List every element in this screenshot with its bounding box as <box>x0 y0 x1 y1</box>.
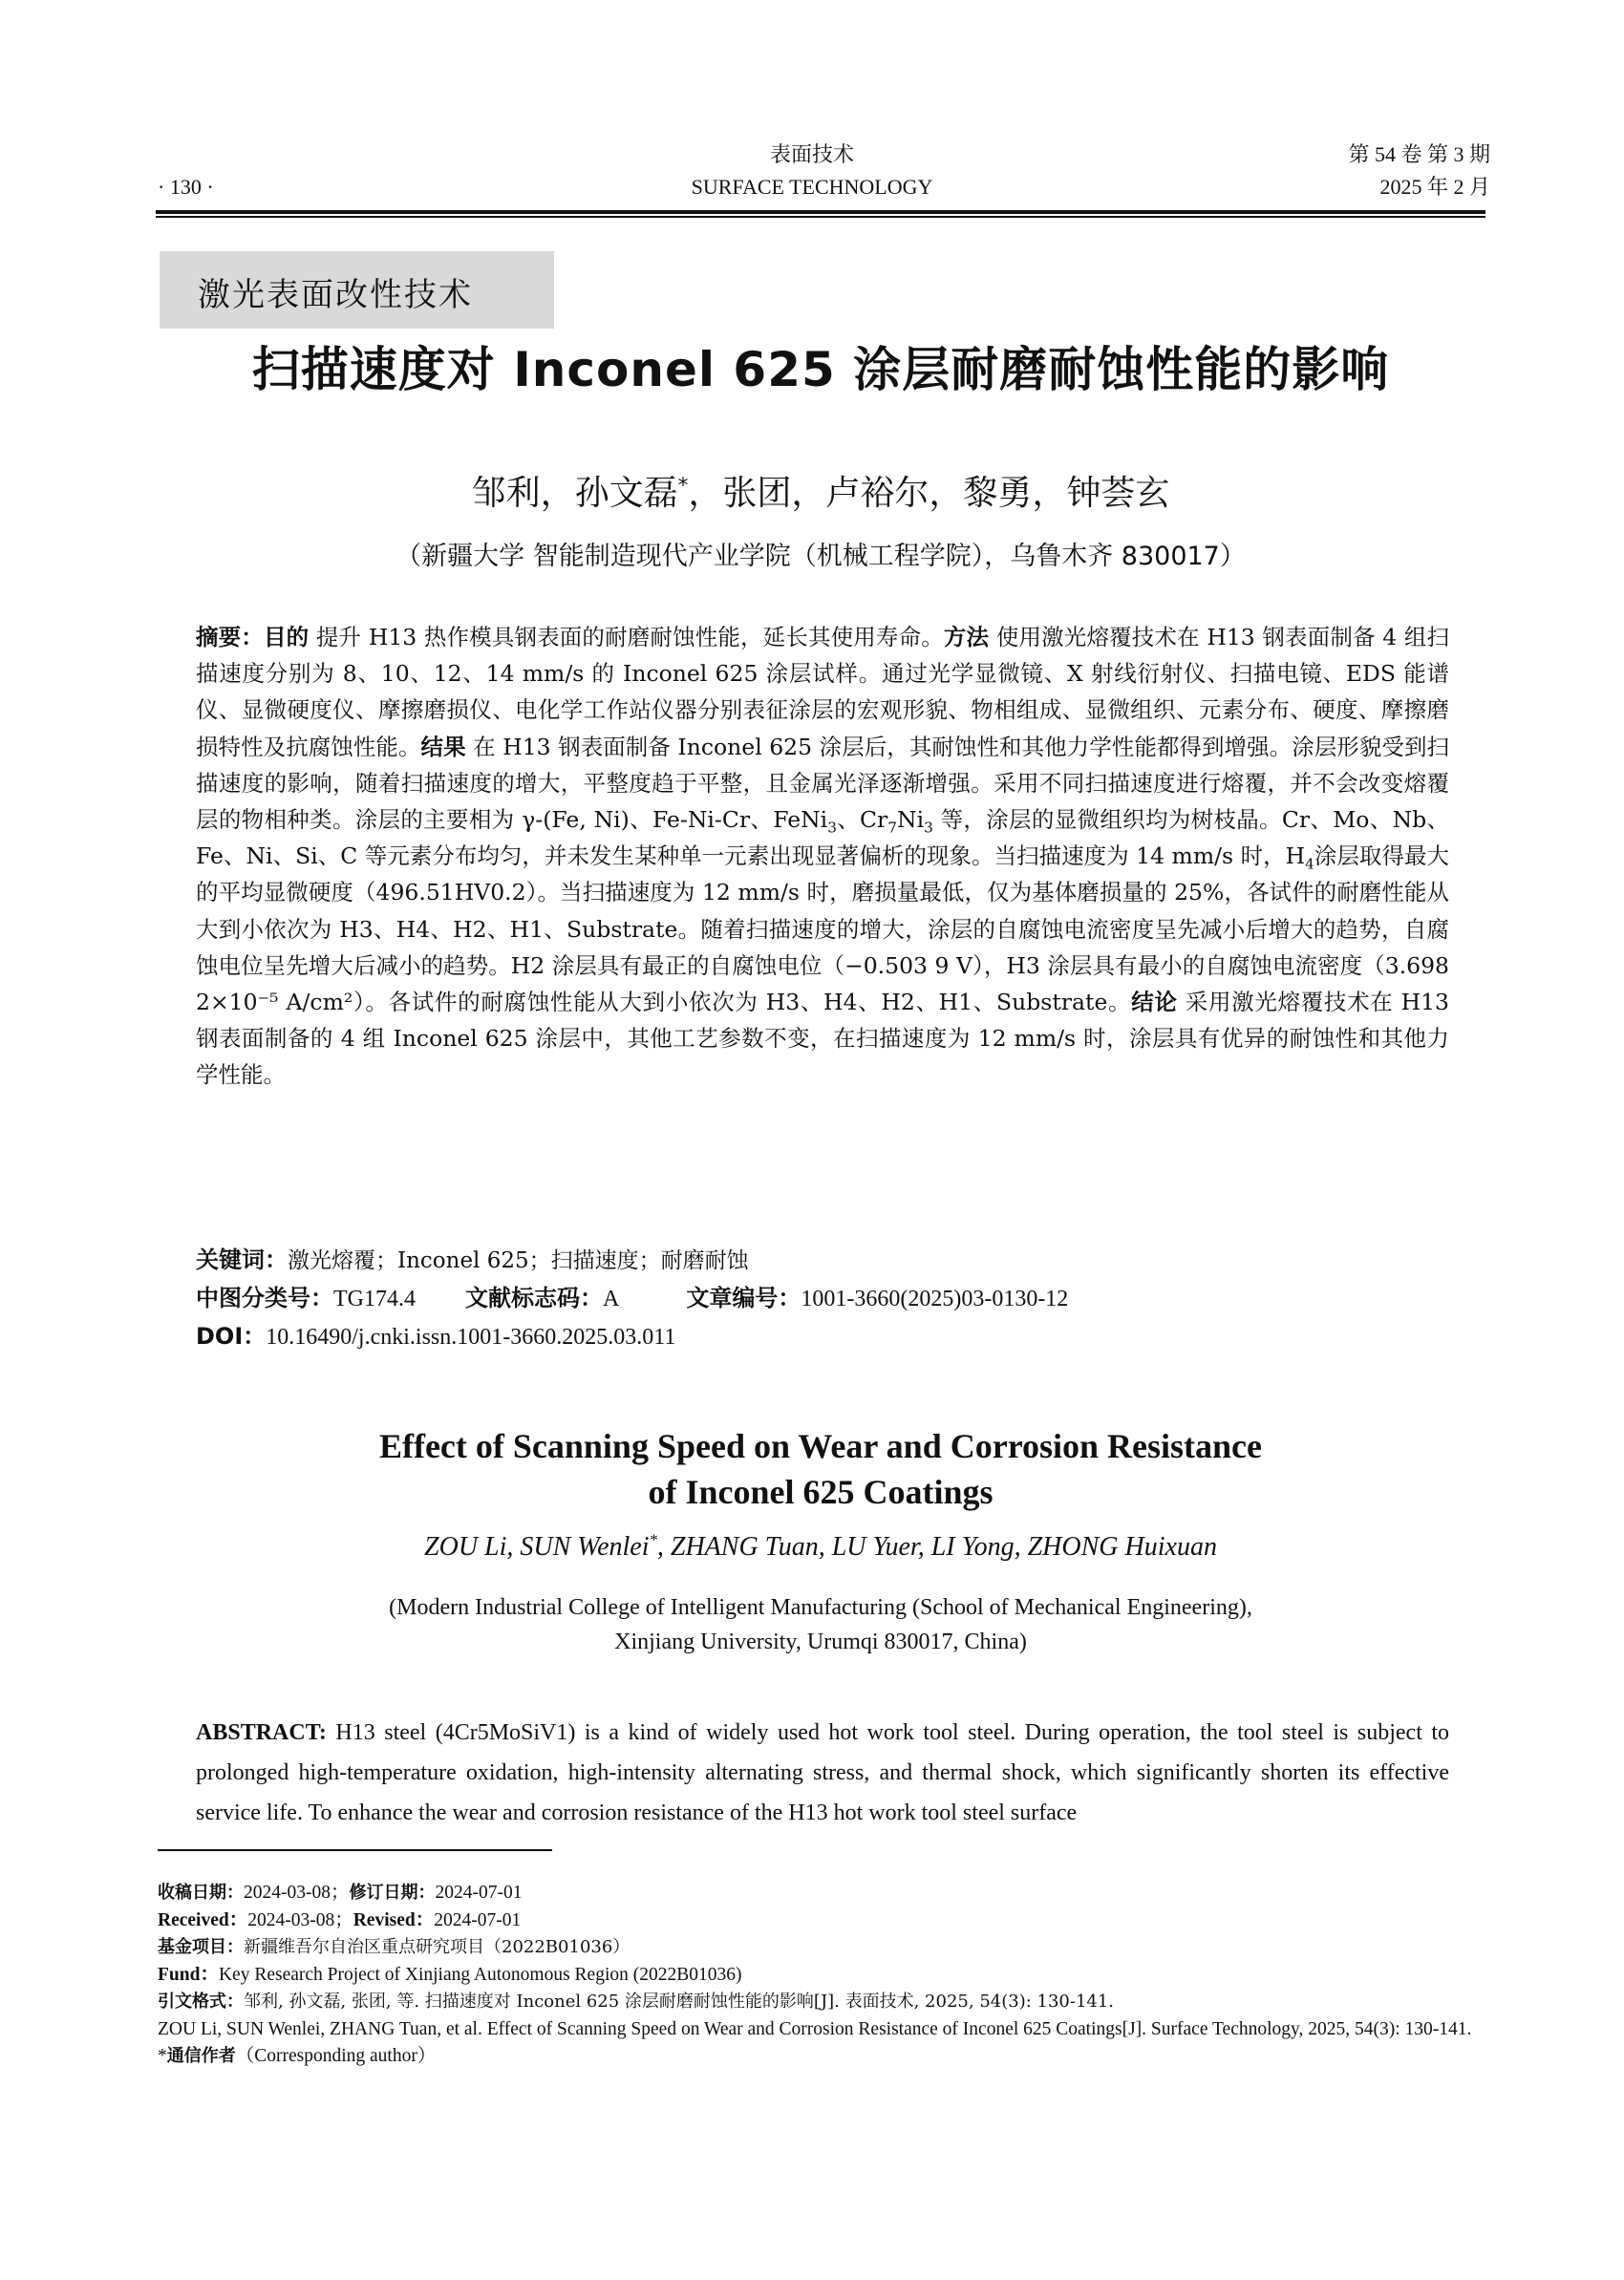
title-en-line2: of Inconel 625 Coatings <box>648 1473 994 1511</box>
corresponding-marker-en: * <box>649 1530 657 1549</box>
revised-en-label: Revised： <box>353 1909 435 1930</box>
results-text-5: 涂层取得最大的平均显微硬度（496.51HV0.2）。当扫描速度为 12 mm/s 时，磨损量最低，仅为基体磨损量的 25%，各试件的耐磨性能从大到小依次为 H3、H4、H2、H1、Substrate。随着扫描速度的增大，涂层的自腐蚀电流密度呈先减小后增大的趋势，自腐蚀电位呈先增大后减小的趋势。H2 涂层具有最正的自腐蚀电位（−0.503 9 V），H3 涂层具有最小的自腐蚀电流密度（3.698 2×10⁻⁵ A/cm²）。各试件的耐腐蚀性能从大到小依次为 H3、H4、H2、H1、Substrate。 <box>196 842 1450 1016</box>
footnote-rule <box>158 1849 552 1851</box>
fund-en-label: Fund： <box>158 1964 219 1985</box>
received-en-label: Received： <box>158 1909 248 1930</box>
abstract-en-label: ABSTRACT: <box>196 1720 327 1745</box>
authors-en-part1: ZOU Li, SUN Wenlei <box>424 1532 650 1562</box>
corresponding-marker: * <box>677 474 689 498</box>
revised-cn-label: 修订日期： <box>349 1883 436 1903</box>
conclusion-text: 采用激光熔覆技术在 H13 钢表面制备的 4 组 Inconel 625 涂层中，其他工艺参数不变，在扫描速度为 12 mm/s 时，涂层具有优异的耐蚀性和其他力学性能。 <box>196 989 1449 1089</box>
abstract-cn-paragraph <box>196 619 1449 1094</box>
abstract-cn <box>196 619 1449 1094</box>
received-cn-label: 收稿日期： <box>158 1883 244 1903</box>
issue-date: 2025 年 2 月 <box>1379 175 1490 199</box>
abstract-label: 摘要： <box>196 624 264 650</box>
affiliation-en <box>156 1590 1485 1659</box>
methods-text: 使用激光熔覆技术在 H13 钢表面制备 4 组扫描速度分别为 8、10、12、14 mm/s 的 Inconel 625 涂层试样。通过光学显微镜、X 射线衍射仪、扫描电镜、EDS 能谱仪、显微硬度仪、摩擦磨损仪、电化学工作站仪器分别表征涂层的宏观形貌、物相组成、显微组织、元素分布、硬度、摩擦磨损特性及抗腐蚀性能。 <box>196 624 1449 760</box>
revised-en-date: 2024-07-01 <box>434 1909 522 1930</box>
fund-en-text: Key Research Project of Xinjiang Autonomous Region (2022B01036) <box>218 1964 742 1985</box>
keywords-label: 关键词： <box>196 1247 288 1273</box>
title-en-line1: Effect of Scanning Speed on Wear and Corrosion Resistance <box>378 1427 1263 1465</box>
page-number: · 130 · <box>158 175 214 199</box>
section-tag-label: 激光表面改性技术 <box>198 276 473 314</box>
results-sub-4: 4 <box>1305 855 1314 873</box>
clc-value: TG174.4 <box>333 1287 416 1311</box>
fund-cn-row <box>158 1934 1487 1962</box>
results-sub-2: 7 <box>887 819 897 837</box>
objective-text: 提升 H13 热作模具钢表面的耐磨耐蚀性能，延长其使用寿命。 <box>315 624 944 650</box>
abstract-en-paragraph <box>196 1713 1449 1833</box>
footnotes <box>158 1880 1487 2071</box>
title-en <box>156 1423 1485 1515</box>
citation-cn-row <box>158 1989 1487 2016</box>
citation-en-text: ZOU Li, SUN Wenlei, ZHANG Tuan, et al. Effect of Scanning Speed on Wear and Corrosion Resistance of Inconel 625 Coatings[J]. Surface Technology, 2025, 54(3): 130-141. <box>158 2018 1472 2039</box>
results-sub-1: 3 <box>827 819 837 837</box>
authors-cn <box>156 470 1485 518</box>
affiliation-cn: （新疆大学 智能制造现代产业学院（机械工程学院），乌鲁木齐 830017） <box>395 542 1246 571</box>
results-label: 结果 <box>420 733 466 760</box>
corresponding-row <box>158 2043 1487 2071</box>
objective-label: 目的 <box>263 624 310 650</box>
corresponding-cn: 通信作者 <box>166 2046 236 2066</box>
results-text-4: 等，涂层的显微组织均为树枝晶。Cr、Mo、Nb、Fe、Ni、Si、C 等元素分布均匀，并未发生某种单一元素出现显著偏析的现象。当扫描速度为 14 mm/s 时，H <box>196 806 1449 870</box>
conclusion-label: 结论 <box>1131 989 1178 1016</box>
authors-cn-part2: ，张团，卢裕尔，黎勇，钟荟玄 <box>688 474 1170 513</box>
received-en-row <box>158 1907 1487 1935</box>
received-cn-row <box>158 1880 1487 1907</box>
article-no-value: 1001-3660(2025)03-0130-12 <box>801 1287 1069 1311</box>
results-text-3: Ni <box>897 806 925 834</box>
section-tag <box>160 251 554 329</box>
authors-cn-part1: 邹利，孙文磊 <box>471 474 678 513</box>
doi-line <box>196 1320 1449 1353</box>
volume-issue: 第 54 卷 第 3 期 <box>1348 142 1490 166</box>
received-cn-date: 2024-03-08； <box>244 1883 350 1903</box>
keywords-value: 激光熔覆；Inconel 625；扫描速度；耐磨耐蚀 <box>288 1248 749 1273</box>
affiliation-en-line2: Xinjiang University, Urumqi 830017, China) <box>614 1630 1027 1654</box>
affiliation-en-line1: (Modern Industrial College of Intelligent Manufacturing (School of Mechanical Engineering), <box>389 1595 1252 1620</box>
fund-en-row <box>158 1962 1487 1990</box>
abstract-en-text: H13 steel (4Cr5MoSiV1) is a kind of widely used hot work tool steel. During operation, the tool steel is subject to prolonged high-temperature oxidation, high-intensity alternating stress, and thermal shock, which significantly shorten its effective service life. To enhance the wear and corrosion resistance of the H13 hot work tool steel surface <box>196 1720 1450 1825</box>
clc-label: 中图分类号： <box>196 1285 333 1311</box>
journal-title-cn: 表面技术 <box>769 142 854 166</box>
journal-title-en: SURFACE TECHNOLOGY <box>691 175 933 199</box>
fund-cn-label: 基金项目： <box>158 1937 244 1957</box>
citation-cn-text: 邹利, 孙文磊, 张团, 等. 扫描速度对 Inconel 625 涂层耐磨耐蚀性能的影响[J]. 表面技术, 2025, 54(3): 130-141. <box>244 1992 1115 2012</box>
received-en-date: 2024-03-08； <box>247 1909 353 1930</box>
results-text-2: 、Cr <box>836 806 888 834</box>
classification-line <box>196 1282 1449 1315</box>
results-sub-3: 3 <box>924 819 933 837</box>
corresponding-star: * <box>158 2046 167 2066</box>
header-rule-thick <box>156 210 1485 214</box>
header-rule-thin <box>156 216 1485 218</box>
fund-cn-text: 新疆维吾尔自治区重点研究项目（2022B01036） <box>244 1937 630 1957</box>
methods-label: 方法 <box>943 624 990 650</box>
revised-cn-date: 2024-07-01 <box>435 1883 523 1903</box>
doc-code-value: A <box>603 1287 620 1311</box>
article-no-label: 文章编号： <box>686 1285 801 1311</box>
doi-value[interactable]: 10.16490/j.cnki.issn.1001-3660.2025.03.011 <box>266 1325 676 1350</box>
abstract-en <box>196 1713 1449 1833</box>
corresponding-en: （Corresponding author） <box>235 2046 437 2066</box>
authors-en-part2: , ZHANG Tuan, LU Yuer, LI Yong, ZHONG Huixuan <box>656 1532 1217 1562</box>
citation-cn-label: 引文格式： <box>158 1992 244 2012</box>
keywords-line <box>196 1244 1449 1277</box>
doi-label: DOI： <box>196 1323 267 1350</box>
authors-en <box>156 1528 1485 1566</box>
title-cn: 扫描速度对 Inconel 625 涂层耐磨耐蚀性能的影响 <box>251 342 1390 397</box>
doc-code-label: 文献标志码： <box>465 1285 603 1311</box>
results-text-1: 在 H13 钢表面制备 Inconel 625 涂层后，其耐蚀性和其他力学性能都得到增强。涂层形貌受到扫描速度的影响，随着扫描速度的增大，平整度趋于平整，且金属光泽逐渐增强。采用不同扫描速度进行熔覆，并不会改变熔覆层的物相种类。涂层的主要相为 γ-(Fe, Ni)、Fe-Ni-Cr、FeNi <box>196 733 1449 834</box>
